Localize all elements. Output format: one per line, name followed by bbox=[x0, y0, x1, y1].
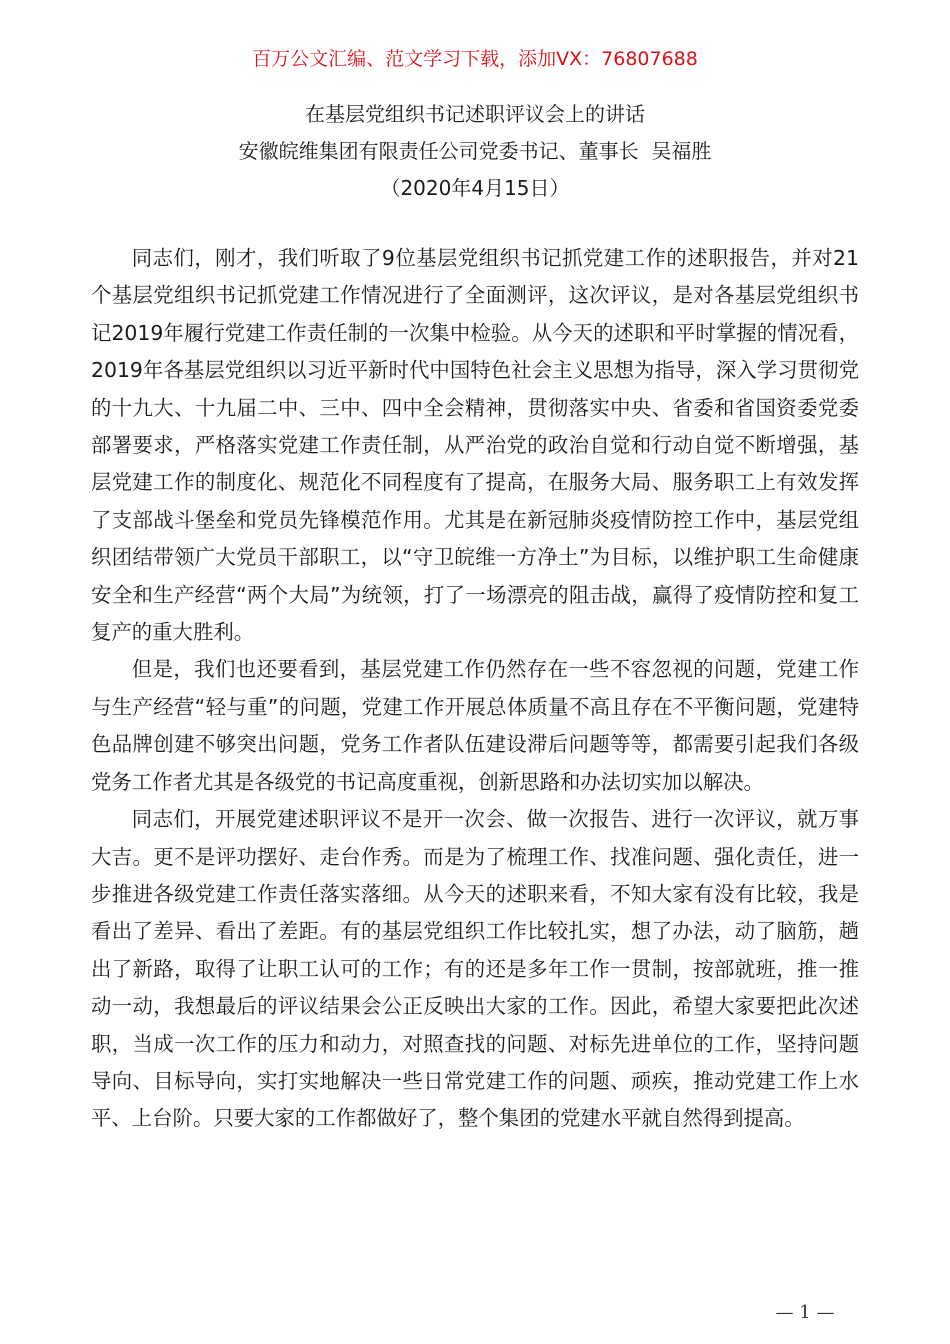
paragraph-3: 同志们，开展党建述职评议不是开一次会、做一次报告、进行一次评议，就万事大吉。更不是评功摆好、走台作秀。而是为了梳理工作、找准问题、强化责任，进一步推进各级党建工作责任落实落细。从今天的述职来看，不知大家有没有比较，我是看出了差异、看出了差距。有的基层党组织工作比较扎实，想了办法，动了脑筋，趟出了新路，取得了让职工认可的工作；有的还是多年工作一贯制，按部就班，推一推动一动，我想最后的评议结果会公正反映出大家的工作。因此，希望大家要把此次述职，当成一次工作的压力和动力，对照查找的问题、对标先进单位的工作，坚持问题导向、目标导向，实打实地解决一些日常党建工作的问题、顽疾，推动党建工作上水平、上台阶。只要大家的工作都做好了，整个集团的党建水平就自然得到提高。 bbox=[91, 807, 859, 1131]
speaker-line: 安徽皖维集团有限责任公司党委书记、董事长 吴福胜 bbox=[238, 139, 712, 163]
page-number: — 1 — bbox=[775, 1302, 835, 1323]
speech-body bbox=[91, 240, 859, 1138]
paragraph-1: 同志们，刚才，我们听取了9位基层党组织书记抓党建工作的述职报告，并对21个基层党组织书记抓党建工作情况进行了全面测评，这次评议，是对各基层党组织书记2019年履行党建工作责任制的一次集中检验。从今天的述职和平时掌握的情况看，2019年各基层党组织以习近平新时代中国特色社会主义思想为指导，深入学习贯彻党的十九大、十九届二中、三中、四中全会精神，贯彻落实中央、省委和省国资委党委部署要求，严格落实党建工作责任制，从严治党的政治自觉和行动自觉不断增强，基层党建工作的制度化、规范化不同程度有了提高，在服务大局、服务职工上有效发挥了支部战斗堡垒和党员先锋模范作用。尤其是在新冠肺炎疫情防控工作中，基层党组织团结带领广大党员干部职工，以“守卫皖维一方净土”为目标，以维护职工生命健康安全和生产经营“两个大局”为统领，打了一场漂亮的阻击战，赢得了疫情防控和复工复产的重大胜利。 bbox=[91, 246, 859, 645]
speech-title-block bbox=[0, 96, 950, 207]
download-banner: 百万公文汇编、范文学习下载，添加VX：76807688 bbox=[252, 48, 698, 70]
speech-date: （2020年4月15日） bbox=[380, 176, 570, 200]
speech-title: 在基层党组织书记述职评议会上的讲话 bbox=[305, 102, 645, 126]
paragraph-2: 但是，我们也还要看到，基层党建工作仍然存在一些不容忽视的问题，党建工作与生产经营“轻与重”的问题，党建工作开展总体质量不高且存在不平衡问题，党建特色品牌创建不够突出问题，党务工作者队伍建设滞后问题等等，都需要引起我们各级党务工作者尤其是各级党的书记高度重视，创新思路和办法切实加以解决。 bbox=[91, 657, 859, 794]
